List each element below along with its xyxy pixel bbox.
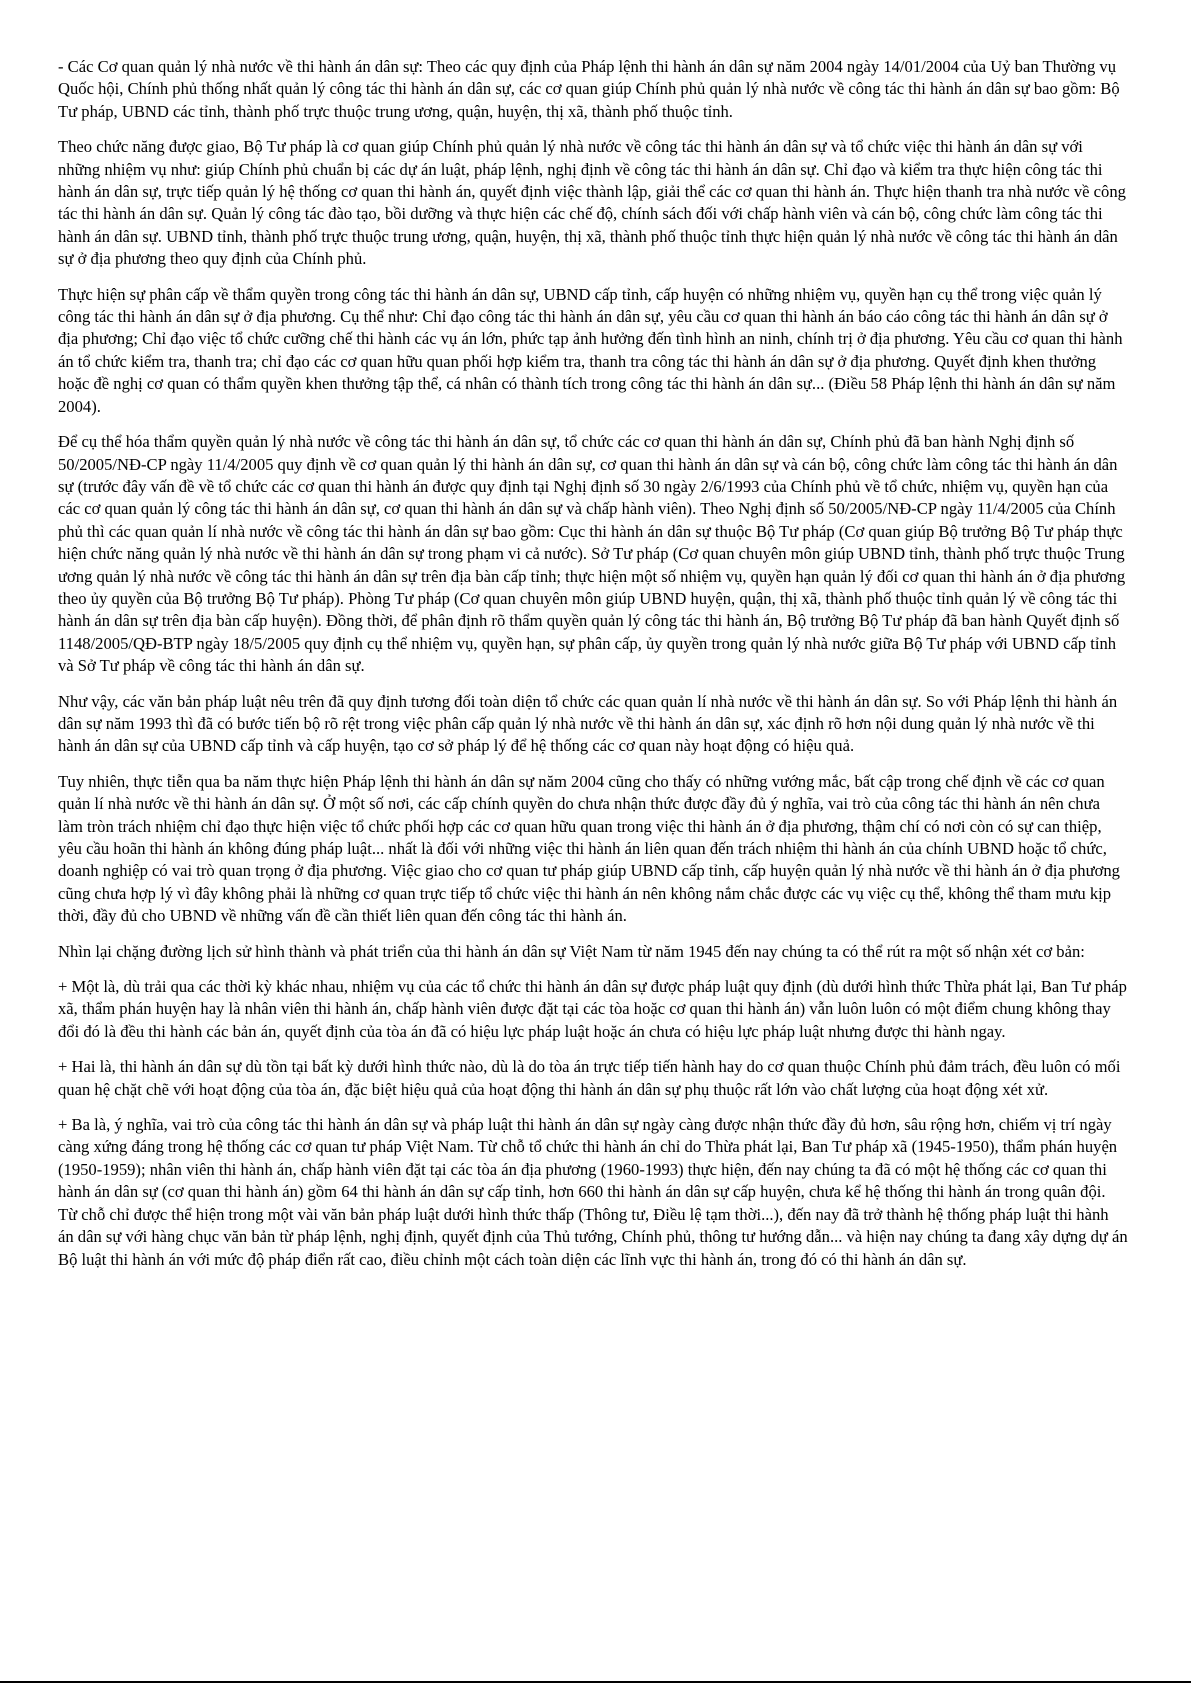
- paragraph-historical-review: Nhìn lại chặng đường lịch sử hình thành và phát triển của thi hành án dân sự Việt Nam từ năm 1945 đến nay chúng ta có thể rút ra một số nhận xét cơ bản:: [58, 941, 1085, 961]
- paragraph-shortcomings: Tuy nhiên, thực tiễn qua ba năm thực hiện Pháp lệnh thi hành án dân sự năm 2004 cũng cho thấy có những vướng mắc, bất cập trong chế định về các cơ quan quản lí nhà nước về thi hành án dân sự. Ở một số nơi, các cấp chính quyền do chưa nhận thức được đầy đủ ý nghĩa, vai trò của công tác thi hành án nên chưa làm tròn trách nhiệm chỉ đạo thực hiện việc tổ chức phối hợp các cơ quan hữu quan trong việc thi hành án ở địa phương, thậm chí có nơi còn có sự can thiệp, yêu cầu hoãn thi hành án không đúng pháp luật... nhất là đối với những việc thi hành án liên quan đến trách nhiệm thi hành án của chính UBND hoặc tổ chức, doanh nghiệp có vai trò quan trọng ở địa phương. Việc giao cho cơ quan tư pháp giúp UBND cấp tỉnh, cấp huyện quản lý nhà nước về thi hành án ở địa phương cũng chưa hợp lý vì đây không phải là những cơ quan trực tiếp tổ chức việc thi hành án nên không nắm chắc được các vụ việc cụ thể, không thể tham mưu kịp thời, đầy đủ cho UBND về những vấn đề cần thiết liên quan đến công tác thi hành án.: [58, 771, 1120, 926]
- paragraph-management-agencies: - Các Cơ quan quản lý nhà nước về thi hành án dân sự: Theo các quy định của Pháp lệnh thi hành án dân sự năm 2004 ngày 14/01/2004 của Uỷ ban Thường vụ Quốc hội, Chính phủ thống nhất quản lý công tác thi hành án dân sự, các cơ quan giúp Chính phủ quản lý nhà nước về công tác thi hành án dân sự bao gồm: Bộ Tư pháp, UBND các tỉnh, thành phố trực thuộc trung ương, quận, huyện, thị xã, thành phố thuộc tỉnh.: [58, 57, 1120, 121]
- document-page: [58, 56, 1128, 1284]
- page-bottom-divider: [0, 1681, 1191, 1683]
- paragraph-decree-50-2005: Để cụ thể hóa thẩm quyền quản lý nhà nước về công tác thi hành án dân sự, tổ chức các cơ quan thi hành án dân sự, Chính phủ đã ban hành Nghị định số 50/2005/NĐ-CP ngày 11/4/2005 quy định về cơ quan quản lý thi hành án dân sự, cơ quan thi hành án dân sự và cán bộ, công chức làm công tác thi hành án dân sự (trước đây vấn đề về tổ chức các cơ quan thi hành án được quy định tại Nghị định số 30 ngày 2/6/1993 của Chính phủ về tổ chức, nhiệm vụ, quyền hạn của các cơ quan quản lý công tác thi hành án dân sự, cơ quan thi hành án dân sự và chấp hành viên). Theo Nghị định số 50/2005/NĐ-CP ngày 11/4/2005 của Chính phủ thì các quan quản lí nhà nước về công tác thi hành án dân sự bao gồm: Cục thi hành án dân sự thuộc Bộ Tư pháp (Cơ quan giúp Bộ trưởng Bộ Tư pháp thực hiện chức năng quản lý nhà nước về thi hành án dân sự trong phạm vi cả nước). Sở Tư pháp (Cơ quan chuyên môn giúp UBND tỉnh, thành phố trực thuộc Trung ương quản lý nhà nước về công tác thi hành án dân sự trên địa bàn cấp tỉnh; thực hiện một số nhiệm vụ, quyền hạn quản lý đối cơ quan thi hành án ở địa phương theo ủy quyền của Bộ trưởng Bộ Tư pháp). Phòng Tư pháp (Cơ quan chuyên môn giúp UBND huyện, quận, thị xã, thành phố thuộc tỉnh quản lý về công tác thi hành án dân sự trên địa bàn cấp huyện). Đồng thời, để phân định rõ thẩm quyền quản lý công tác thi hành án, Bộ trưởng Bộ Tư pháp đã ban hành Quyết định số 1148/2005/QĐ-BTP ngày 18/5/2005 quy định cụ thể nhiệm vụ, quyền hạn, sự phân cấp, ủy quyền trong quản lý nhà nước giữa Bộ Tư pháp với UBND cấp tỉnh và Sở Tư pháp về công tác thi hành án dân sự.: [58, 432, 1126, 676]
- paragraph-decentralization: Thực hiện sự phân cấp về thẩm quyền trong công tác thi hành án dân sự, UBND cấp tỉnh, cấp huyện có những nhiệm vụ, quyền hạn cụ thể trong việc quản lý công tác thi hành án dân sự ở địa phương. Cụ thể như: Chỉ đạo công tác thi hành án dân sự, yêu cầu cơ quan thi hành án báo cáo công tác thi hành án dân sự ở địa phương; Chỉ đạo việc tổ chức cưỡng chế thi hành các vụ án lớn, phức tạp ảnh hưởng đến tình hình an ninh, chính trị ở địa phương. Yêu cầu cơ quan thi hành án tổ chức kiểm tra, thanh tra; chỉ đạo các cơ quan hữu quan phối hợp kiểm tra, thanh tra công tác thi hành án dân sự ở địa phương. Quyết định khen thưởng hoặc đề nghị cơ quan có thẩm quyền khen thưởng tập thể, cá nhân có thành tích trong công tác thi hành án dân sự... (Điều 58 Pháp lệnh thi hành án dân sự năm 2004).: [58, 284, 1123, 416]
- paragraph-remark-two: + Hai là, thi hành án dân sự dù tồn tại bất kỳ dưới hình thức nào, dù là do tòa án trực tiếp tiến hành hay do cơ quan thuộc Chính phủ đảm trách, đều luôn có mối quan hệ chặt chẽ với hoạt động của tòa án, đặc biệt hiệu quả của hoạt động thi hành án dân sự phụ thuộc rất lớn vào chất lượng của hoạt động xét xử.: [58, 1057, 1121, 1099]
- paragraph-ministry-of-justice-role: Theo chức năng được giao, Bộ Tư pháp là cơ quan giúp Chính phủ quản lý nhà nước về công tác thi hành án dân sự và tổ chức việc thi hành án dân sự với những nhiệm vụ như: giúp Chính phủ chuẩn bị các dự án luật, pháp lệnh, nghị định về công tác thi hành án dân sự. Chỉ đạo và kiểm tra thực hiện công tác thi hành án dân sự, trực tiếp quản lý hệ thống cơ quan thi hành án, quyết định việc thành lập, giải thể các cơ quan thi hành án. Thực hiện thanh tra nhà nước về công tác thi hành án dân sự. Quản lý công tác đào tạo, bồi dưỡng và thực hiện các chế độ, chính sách đối với chấp hành viên và cán bộ, công chức làm công tác thi hành án dân sự. UBND tỉnh, thành phố trực thuộc trung ương, quận, huyện, thị xã, thành phố thuộc tỉnh thực hiện quản lý nhà nước về công tác thi hành án dân sự ở địa phương theo quy định của Chính phủ.: [58, 137, 1126, 269]
- paragraph-remark-one: + Một là, dù trải qua các thời kỳ khác nhau, nhiệm vụ của các tổ chức thi hành án dân sự được pháp luật quy định (dù dưới hình thức Thừa phát lại, Ban Tư pháp xã, thẩm phán huyện hay là nhân viên thi hành án, chấp hành viên được đặt tại các tòa hoặc cơ quan thi hành án) vẫn luôn luôn có một điểm chung không thay đổi đó là đều thi hành các bản án, quyết định của tòa án đã có hiệu lực pháp luật hoặc án chưa có hiệu lực pháp luật nhưng được thi hành ngay.: [58, 977, 1127, 1041]
- paragraph-remark-three: + Ba là, ý nghĩa, vai trò của công tác thi hành án dân sự và pháp luật thi hành án dân sự ngày càng được nhận thức đầy đủ hơn, sâu rộng hơn, chiếm vị trí ngày càng xứng đáng trong hệ thống các cơ quan tư pháp Việt Nam. Từ chỗ tổ chức thi hành án chỉ do Thừa phát lại, Ban Tư pháp xã (1945-1950), thẩm phán huyện (1950-1959); nhân viên thi hành án, chấp hành viên đặt tại các tòa án địa phương (1960-1993) thực hiện, đến nay chúng ta đã có một hệ thống các cơ quan thi hành án dân sự (cơ quan thi hành án) gồm 64 thi hành án dân sự cấp tỉnh, hơn 660 thi hành án dân sự cấp huyện, chưa kể hệ thống thi hành án trong quân đội. Từ chỗ chỉ được thể hiện trong một vài văn bản pháp luật dưới hình thức thấp (Thông tư, Điều lệ tạm thời...), đến nay đã trở thành hệ thống pháp luật thi hành án dân sự với hàng chục văn bản từ pháp lệnh, nghị định, quyết định của Thủ tướng, Chính phủ, thông tư hướng dẫn... và hiện nay chúng ta đang xây dựng dự án Bộ luật thi hành án với mức độ pháp điển rất cao, điều chỉnh một cách toàn diện các lĩnh vực thi hành án, trong đó có thi hành án dân sự.: [58, 1115, 1128, 1269]
- paragraph-assessment: Như vậy, các văn bản pháp luật nêu trên đã quy định tương đối toàn diện tổ chức các quan quản lí nhà nước về thi hành án dân sự. So với Pháp lệnh thi hành án dân sự năm 1993 thì đã có bước tiến bộ rõ rệt trong việc phân cấp quản lý nhà nước về thi hành án dân sự, xác định rõ hơn nội dung quản lý nhà nước về thi hành án dân sự của UBND cấp tỉnh và cấp huyện, tạo cơ sở pháp lý để hệ thống các cơ quan này hoạt động có hiệu quả.: [58, 691, 1118, 756]
